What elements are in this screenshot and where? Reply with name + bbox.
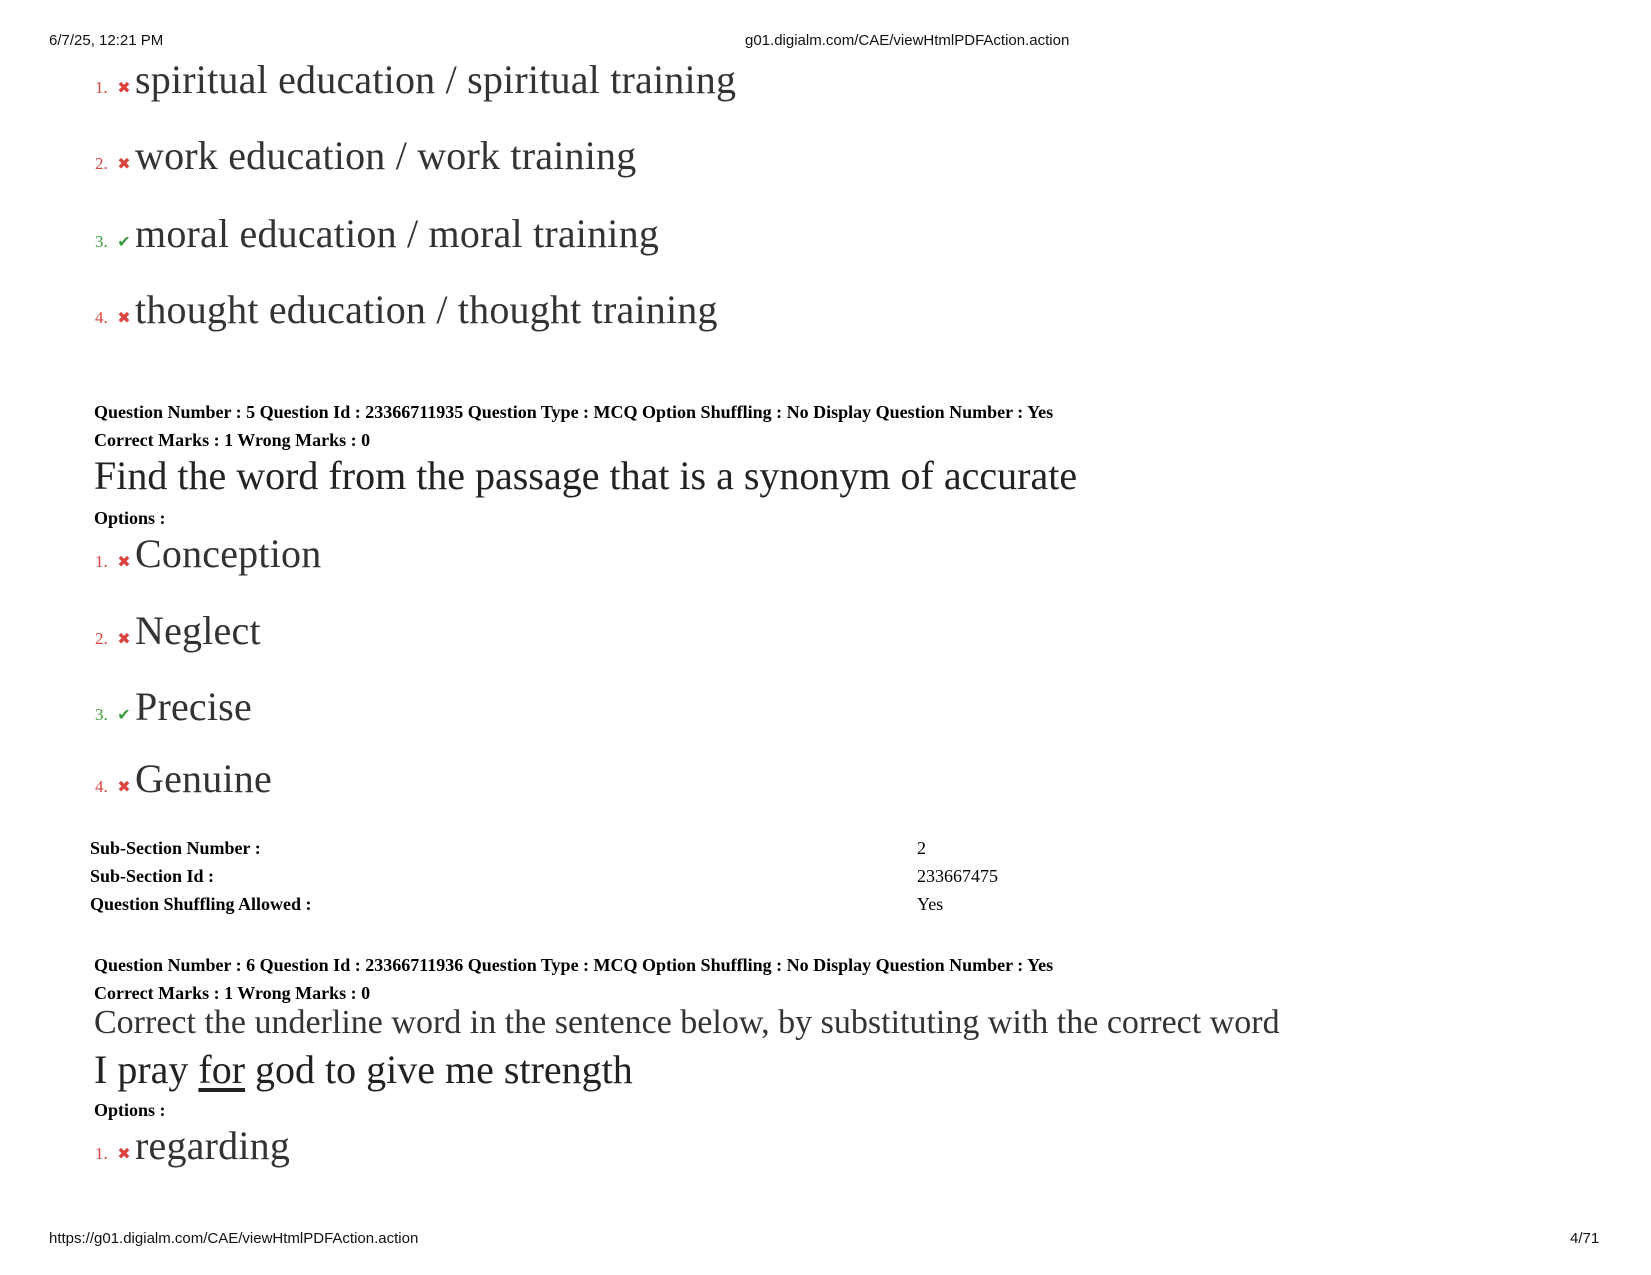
- cross-icon: ✖: [117, 779, 131, 796]
- question-marks: Correct Marks : 1 Wrong Marks : 0: [94, 983, 371, 1003]
- option-text: Conception: [135, 531, 322, 576]
- option-row: [95, 1122, 290, 1169]
- cross-icon: ✖: [117, 631, 131, 648]
- option-row: [95, 210, 659, 257]
- question-text: Find the word from the passage that is a synonym of accurate: [94, 453, 1078, 498]
- option-row: [95, 607, 261, 654]
- option-number: 1.: [95, 78, 108, 97]
- option-row: [95, 530, 321, 577]
- question-marks: Correct Marks : 1 Wrong Marks : 0: [94, 430, 371, 450]
- question-shuffling-label: Question Shuffling Allowed :: [90, 894, 312, 914]
- option-row: [95, 132, 636, 179]
- options-label: Options :: [94, 1100, 166, 1120]
- option-text: Precise: [135, 684, 252, 729]
- check-icon: ✔: [117, 707, 131, 724]
- question-meta: Question Number : 6 Question Id : 23366711936 Question Type : MCQ Option Shuffling : No Display Question Number : Yes: [94, 955, 1054, 975]
- option-text: spiritual education / spiritual training: [135, 57, 737, 102]
- cross-icon: ✖: [117, 80, 131, 97]
- subsection-id-value: 233667475: [917, 866, 998, 886]
- option-text: thought education / thought training: [135, 287, 718, 332]
- option-row: [95, 286, 718, 333]
- option-number: 1.: [95, 552, 108, 571]
- option-row: [95, 755, 272, 802]
- cross-icon: ✖: [117, 156, 131, 173]
- option-row: [95, 683, 252, 730]
- cross-icon: ✖: [117, 310, 131, 327]
- underlined-word: for: [198, 1047, 246, 1092]
- option-number: 3.: [95, 705, 108, 724]
- subsection-number-value: 2: [917, 838, 926, 858]
- cross-icon: ✖: [117, 1146, 131, 1163]
- options-label: Options :: [94, 508, 166, 528]
- option-text: Neglect: [135, 608, 261, 653]
- page-number: 4/71: [1570, 1230, 1600, 1247]
- option-number: 2.: [95, 629, 108, 648]
- print-url-footer: https://g01.digialm.com/CAE/viewHtmlPDFAction.action: [49, 1230, 419, 1247]
- question-meta: Question Number : 5 Question Id : 23366711935 Question Type : MCQ Option Shuffling : No Display Question Number : Yes: [94, 402, 1054, 422]
- option-number: 2.: [95, 154, 108, 173]
- option-text: moral education / moral training: [135, 211, 660, 256]
- subsection-number-label: Sub-Section Number :: [90, 838, 261, 858]
- print-url-header: g01.digialm.com/CAE/viewHtmlPDFAction.action: [745, 32, 1070, 49]
- option-number: 4.: [95, 777, 108, 796]
- sentence-after: god to give me strength: [245, 1047, 633, 1092]
- option-text: work education / work training: [135, 133, 637, 178]
- subsection-id-label: Sub-Section Id :: [90, 866, 215, 886]
- question-text: Correct the underline word in the sentence below, by substituting with the correct word: [94, 1004, 1280, 1041]
- cross-icon: ✖: [117, 554, 131, 571]
- option-number: 4.: [95, 308, 108, 327]
- option-text: Genuine: [135, 756, 272, 801]
- sentence-before: I pray: [94, 1047, 199, 1092]
- question-sentence: [94, 1046, 633, 1093]
- check-icon: ✔: [117, 234, 131, 251]
- option-number: 3.: [95, 232, 108, 251]
- option-text: regarding: [135, 1123, 291, 1168]
- option-number: 1.: [95, 1144, 108, 1163]
- print-datetime: 6/7/25, 12:21 PM: [49, 32, 164, 49]
- question-shuffling-value: Yes: [917, 894, 944, 914]
- option-row: [95, 56, 736, 103]
